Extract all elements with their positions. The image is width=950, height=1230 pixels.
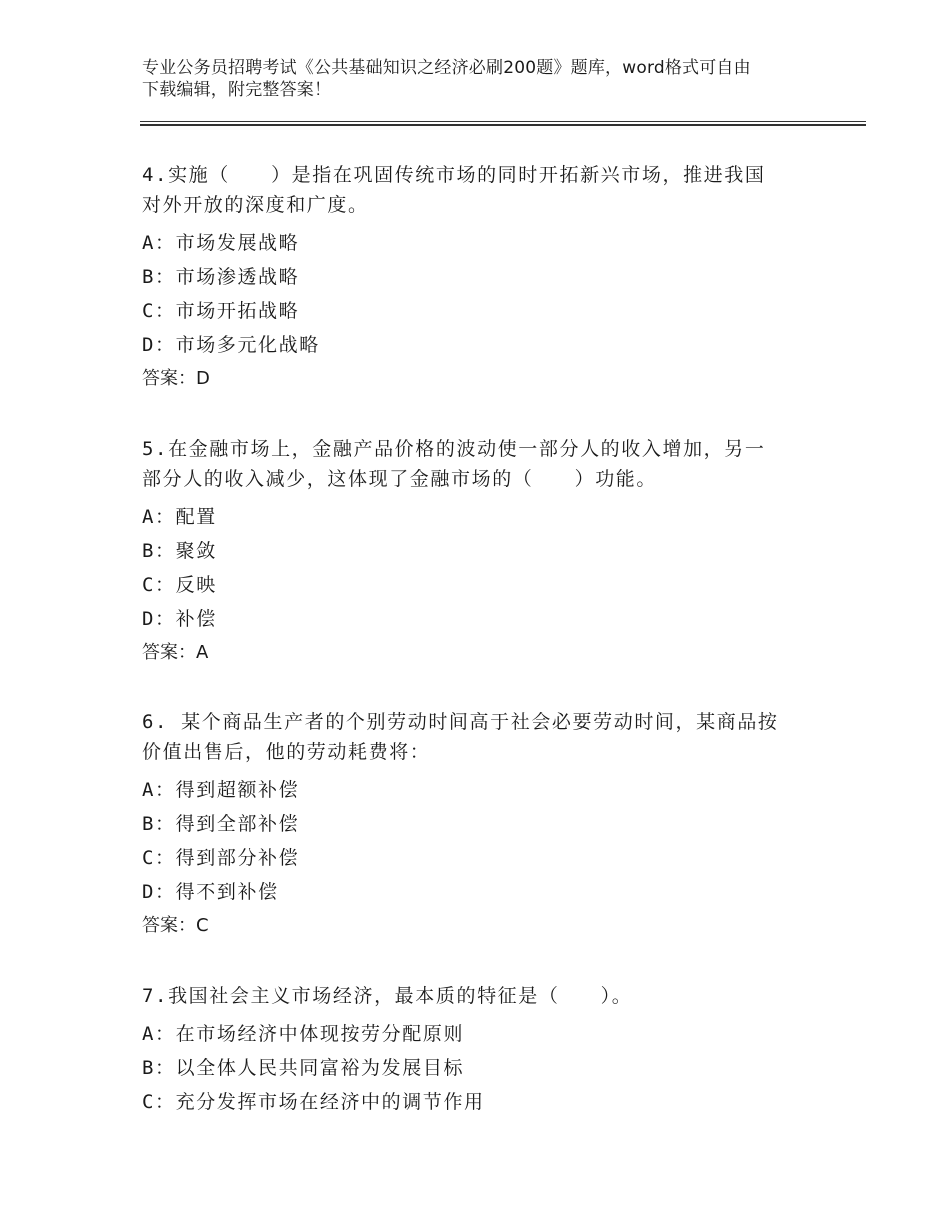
answer-label: 答案：C <box>142 915 209 936</box>
option-b: B：市场渗透战略 <box>142 266 300 288</box>
question-stem-line: 6. 某个商品生产者的个别劳动时间高于社会必要劳动时间，某商品按 <box>142 711 779 733</box>
option-b: B：聚敛 <box>142 540 217 562</box>
option-a: A：市场发展战略 <box>142 232 300 254</box>
question-stem-line: 价值出售后，他的劳动耗费将： <box>142 741 431 763</box>
option-d: D：补偿 <box>142 608 217 630</box>
option-c: C：充分发挥市场在经济中的调节作用 <box>142 1091 485 1113</box>
header-divider-thick <box>140 124 866 126</box>
question-stem-line: 对外开放的深度和广度。 <box>142 194 369 216</box>
question-stem-line: 4.实施（ ）是指在巩固传统市场的同时开拓新兴市场，推进我国 <box>142 164 766 186</box>
question-7 <box>142 981 822 1119</box>
document-header <box>142 57 822 101</box>
answer-label: 答案：A <box>142 642 209 663</box>
option-b: B：得到全部补偿 <box>142 813 300 835</box>
question-5 <box>142 434 822 670</box>
option-c: C：反映 <box>142 574 217 596</box>
option-b: B：以全体人民共同富裕为发展目标 <box>142 1057 465 1079</box>
option-c: C：得到部分补偿 <box>142 847 300 869</box>
answer-label: 答案：D <box>142 368 210 389</box>
option-a: A：在市场经济中体现按劳分配原则 <box>142 1023 465 1045</box>
option-a: A：得到超额补偿 <box>142 779 300 801</box>
question-stem-line: 5.在金融市场上，金融产品价格的波动使一部分人的收入增加，另一 <box>142 438 766 460</box>
option-d: D：市场多元化战略 <box>142 334 320 356</box>
question-stem-line: 7.我国社会主义市场经济，最本质的特征是（ ）。 <box>142 985 633 1007</box>
option-a: A：配置 <box>142 506 217 528</box>
question-stem-line: 部分人的收入减少，这体现了金融市场的（ ）功能。 <box>142 468 658 490</box>
header-divider-thin <box>140 121 866 122</box>
header-line-2: 下载编辑，附完整答案！ <box>142 80 332 100</box>
option-d: D：得不到补偿 <box>142 881 279 903</box>
header-line-1: 专业公务员招聘考试《公共基础知识之经济必刷200题》题库，word格式可自由 <box>142 58 751 78</box>
question-6 <box>142 707 822 943</box>
question-4 <box>142 160 822 396</box>
option-c: C：市场开拓战略 <box>142 300 300 322</box>
